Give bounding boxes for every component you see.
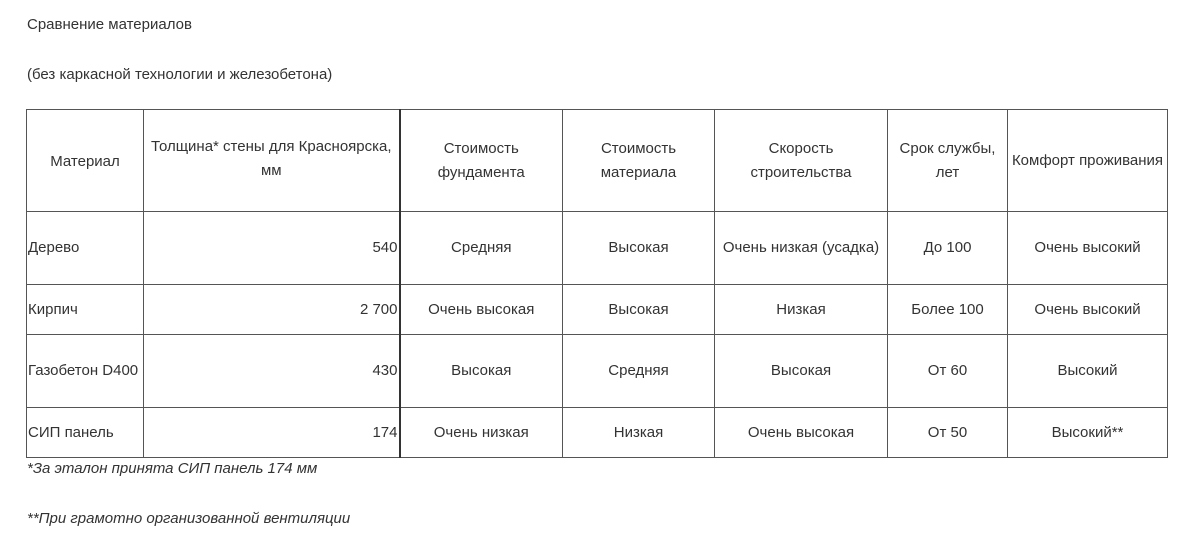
footnote-ventilation: **При грамотно организованной вентиляции (27, 510, 351, 527)
build-speed-cell: Очень низкая (усадка) (715, 212, 888, 285)
build-speed-cell: Низкая (715, 285, 888, 335)
material-cost-cell: Высокая (563, 285, 715, 335)
build-speed-cell: Высокая (715, 335, 888, 408)
column-header-material-cost: Стоимость материала (563, 110, 715, 212)
living-comfort-cell: Очень высокий (1008, 285, 1168, 335)
page-title: Сравнение материалов (27, 16, 192, 33)
service-life-cell: До 100 (888, 212, 1008, 285)
column-header-service-life: Срок службы, лет (888, 110, 1008, 212)
living-comfort-cell: Высокий** (1008, 408, 1168, 458)
service-life-cell: От 60 (888, 335, 1008, 408)
table-row (27, 212, 1168, 285)
service-life-cell: Более 100 (888, 285, 1008, 335)
table-row (27, 285, 1168, 335)
living-comfort-cell: Высокий (1008, 335, 1168, 408)
wall-thickness-cell: 174 (144, 408, 400, 458)
materials-comparison-table (26, 109, 1168, 458)
material-cell: Газобетон D400 (27, 335, 144, 408)
wall-thickness-cell: 2 700 (144, 285, 400, 335)
column-header-wall-thickness: Толщина* стены для Красноярска, мм (144, 110, 400, 212)
material-cell: Кирпич (27, 285, 144, 335)
table-header-row (27, 110, 1168, 212)
material-cost-cell: Высокая (563, 212, 715, 285)
living-comfort-cell: Очень высокий (1008, 212, 1168, 285)
column-header-build-speed: Скорость строительства (715, 110, 888, 212)
build-speed-cell: Очень высокая (715, 408, 888, 458)
column-header-foundation-cost: Стоимость фундамента (400, 110, 563, 212)
column-header-living-comfort: Комфорт проживания (1008, 110, 1168, 212)
foundation-cost-cell: Очень низкая (400, 408, 563, 458)
material-cost-cell: Низкая (563, 408, 715, 458)
wall-thickness-cell: 430 (144, 335, 400, 408)
service-life-cell: От 50 (888, 408, 1008, 458)
material-cell: Дерево (27, 212, 144, 285)
table-row (27, 335, 1168, 408)
material-cell: СИП панель (27, 408, 144, 458)
page-subtitle: (без каркасной технологии и железобетона) (27, 66, 333, 83)
wall-thickness-cell: 540 (144, 212, 400, 285)
material-cost-cell: Средняя (563, 335, 715, 408)
table-row (27, 408, 1168, 458)
foundation-cost-cell: Средняя (400, 212, 563, 285)
footnote-reference-panel: *За эталон принята СИП панель 174 мм (27, 460, 318, 477)
foundation-cost-cell: Высокая (400, 335, 563, 408)
column-header-material: Материал (27, 110, 144, 212)
foundation-cost-cell: Очень высокая (400, 285, 563, 335)
